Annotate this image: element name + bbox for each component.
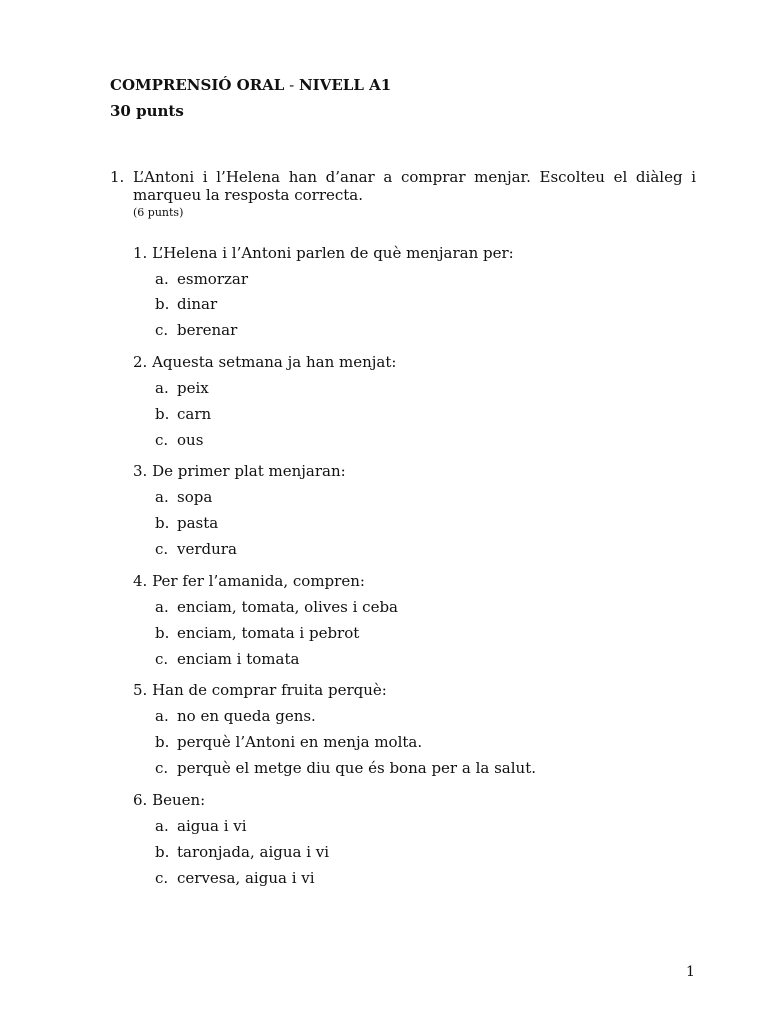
- title-separator: -: [284, 76, 299, 94]
- option-text: esmorzar: [177, 270, 249, 288]
- title-main: COMPRENSIÓ ORAL: [110, 76, 285, 94]
- question-2-option-c: [155, 431, 203, 449]
- option-letter: b.: [155, 405, 170, 423]
- page-title: [110, 76, 391, 94]
- option-letter: b.: [155, 843, 170, 861]
- option-text: no en queda gens.: [177, 707, 316, 725]
- question-1: 1. L’Helena i l’Antoni parlen de què menjaran per:: [133, 244, 514, 262]
- option-letter: c.: [155, 321, 169, 339]
- option-letter: c.: [155, 540, 169, 558]
- question-6-option-c: [155, 869, 315, 887]
- question-3-option-a: [155, 488, 212, 506]
- option-text: cervesa, aigua i vi: [177, 869, 315, 887]
- question-3-option-c: [155, 540, 237, 558]
- question-6-option-a: [155, 817, 247, 835]
- option-text: taronjada, aigua i vi: [177, 843, 330, 861]
- option-text: ous: [177, 431, 204, 449]
- question-3-option-b: [155, 514, 218, 532]
- option-text: enciam i tomata: [177, 650, 300, 668]
- question-2-option-b: [155, 405, 211, 423]
- page-number: 1: [686, 964, 695, 980]
- question-1-option-b: [155, 295, 217, 313]
- option-letter: c.: [155, 869, 169, 887]
- option-letter: c.: [155, 431, 169, 449]
- option-letter: c.: [155, 759, 169, 777]
- question-1-option-a: [155, 270, 248, 288]
- option-text: enciam, tomata, olives i ceba: [177, 598, 399, 616]
- option-letter: c.: [155, 650, 169, 668]
- option-text: verdura: [177, 540, 237, 558]
- exercise-instruction: L’Antoni i l’Helena han d’anar a comprar menjar. Escolteu el diàleg i marqueu la resposta correcta.: [133, 168, 696, 204]
- question-6-option-b: [155, 843, 329, 861]
- option-text: dinar: [177, 295, 218, 313]
- option-text: aigua i vi: [177, 817, 247, 835]
- option-letter: b.: [155, 295, 170, 313]
- option-text: perquè l’Antoni en menja molta.: [177, 733, 423, 751]
- option-letter: a.: [155, 488, 169, 506]
- option-letter: b.: [155, 733, 170, 751]
- question-5-option-a: [155, 707, 316, 725]
- total-points: 30 punts: [110, 102, 184, 120]
- option-text: pasta: [177, 514, 219, 532]
- option-letter: b.: [155, 514, 170, 532]
- question-4-option-c: [155, 650, 299, 668]
- option-letter: a.: [155, 379, 169, 397]
- exercise-points-note: (6 punts): [133, 206, 184, 219]
- question-5-option-c: [155, 759, 536, 777]
- question-3: 3. De primer plat menjaran:: [133, 462, 346, 480]
- question-5: 5. Han de comprar fruita perquè:: [133, 681, 387, 699]
- question-6: 6. Beuen:: [133, 791, 206, 809]
- exercise-number: 1.: [110, 168, 125, 186]
- option-text: perquè el metge diu que és bona per a la salut.: [177, 759, 536, 777]
- question-2: 2. Aquesta setmana ja han menjat:: [133, 353, 397, 371]
- option-letter: b.: [155, 624, 170, 642]
- option-letter: a.: [155, 270, 169, 288]
- question-4-option-a: [155, 598, 398, 616]
- option-text: sopa: [177, 488, 213, 506]
- option-letter: a.: [155, 707, 169, 725]
- option-letter: a.: [155, 598, 169, 616]
- question-5-option-b: [155, 733, 422, 751]
- option-text: carn: [177, 405, 212, 423]
- question-4-option-b: [155, 624, 359, 642]
- question-1-option-c: [155, 321, 237, 339]
- question-2-option-a: [155, 379, 209, 397]
- title-level: NIVELL A1: [298, 76, 392, 94]
- option-text: peix: [177, 379, 209, 397]
- question-4: 4. Per fer l’amanida, compren:: [133, 572, 365, 590]
- option-letter: a.: [155, 817, 169, 835]
- option-text: enciam, tomata i pebrot: [177, 624, 360, 642]
- option-text: berenar: [177, 321, 238, 339]
